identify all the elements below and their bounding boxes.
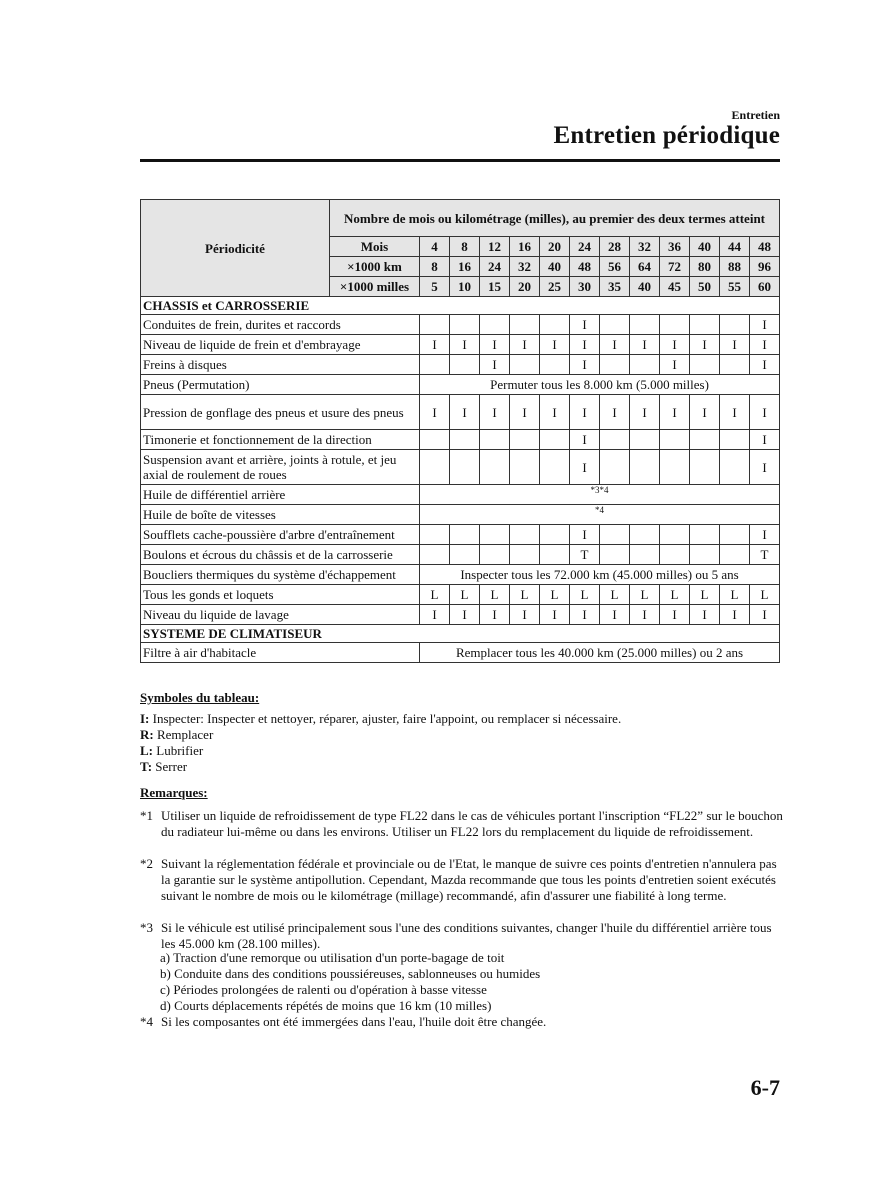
interval-value: 15 xyxy=(480,277,510,297)
schedule-cell: I xyxy=(690,605,720,625)
interval-note: Remplacer tous les 40.000 km (25.000 milles) ou 2 ans xyxy=(420,643,780,663)
schedule-cell xyxy=(630,315,660,335)
schedule-cell: L xyxy=(660,585,690,605)
schedule-cell: I xyxy=(480,605,510,625)
remark-3 xyxy=(140,920,785,952)
schedule-cell xyxy=(510,315,540,335)
interval-value: 44 xyxy=(720,237,750,257)
schedule-cell xyxy=(510,545,540,565)
schedule-cell xyxy=(450,355,480,375)
schedule-cell xyxy=(600,430,630,450)
schedule-cell xyxy=(540,525,570,545)
schedule-cell xyxy=(600,450,630,485)
schedule-cell xyxy=(450,315,480,335)
schedule-cell xyxy=(660,450,690,485)
item-name: Boulons et écrous du châssis et de la carrosserie xyxy=(141,545,420,565)
schedule-cell xyxy=(510,430,540,450)
interval-value: 88 xyxy=(720,257,750,277)
interval-value: 20 xyxy=(540,237,570,257)
interval-value: 64 xyxy=(630,257,660,277)
table-row xyxy=(141,395,780,430)
schedule-cell: I xyxy=(570,335,600,355)
schedule-cell: I xyxy=(600,395,630,430)
schedule-cell xyxy=(690,450,720,485)
schedule-cell: I xyxy=(690,335,720,355)
schedule-cell: I xyxy=(480,355,510,375)
schedule-cell: I xyxy=(750,430,780,450)
schedule-cell xyxy=(720,545,750,565)
remark-text: Si le véhicule est utilisé principalement sous l'une des conditions suivantes, changer l'huile du différentiel arrière tous les 45.000 km (28.100 milles). xyxy=(161,920,772,951)
symbols-heading: Symboles du tableau: xyxy=(140,690,260,705)
schedule-cell: I xyxy=(570,430,600,450)
schedule-cell: I xyxy=(660,335,690,355)
schedule-cell: T xyxy=(750,545,780,565)
schedule-cell: I xyxy=(420,395,450,430)
table-row xyxy=(141,430,780,450)
item-name: Huile de différentiel arrière xyxy=(141,485,420,505)
schedule-cell: I xyxy=(630,605,660,625)
schedule-cell xyxy=(420,545,450,565)
interval-value: 24 xyxy=(480,257,510,277)
remark-3-condition: b) Conduite dans des conditions poussiéreuses, sablonneuses ou humides xyxy=(160,966,541,981)
interval-value: 28 xyxy=(600,237,630,257)
schedule-cell xyxy=(690,315,720,335)
page-number: 6-7 xyxy=(750,1075,780,1100)
remark-4 xyxy=(140,1014,785,1030)
schedule-cell xyxy=(720,315,750,335)
title-rule xyxy=(140,159,780,162)
schedule-cell: I xyxy=(600,605,630,625)
interval-value: 24 xyxy=(570,237,600,257)
schedule-cell: I xyxy=(750,525,780,545)
interval-value: 40 xyxy=(540,257,570,277)
schedule-cell xyxy=(690,430,720,450)
remark-number: *2 xyxy=(140,856,153,871)
schedule-cell xyxy=(480,430,510,450)
item-name: Soufflets cache-poussière d'arbre d'entraînement xyxy=(141,525,420,545)
interval-value: 20 xyxy=(510,277,540,297)
schedule-cell: L xyxy=(420,585,450,605)
schedule-cell: I xyxy=(450,395,480,430)
schedule-cell: I xyxy=(600,335,630,355)
schedule-cell xyxy=(720,355,750,375)
category-row xyxy=(141,625,780,643)
table-row xyxy=(141,585,780,605)
schedule-cell: I xyxy=(720,335,750,355)
item-name: Timonerie et fonctionnement de la direction xyxy=(141,430,420,450)
interval-title: Nombre de mois ou kilométrage (milles), au premier des deux termes atteint xyxy=(330,200,780,237)
interval-value: 25 xyxy=(540,277,570,297)
schedule-cell xyxy=(660,430,690,450)
schedule-cell xyxy=(480,525,510,545)
schedule-cell xyxy=(540,430,570,450)
section-label: Entretien xyxy=(731,108,780,122)
schedule-cell: L xyxy=(510,585,540,605)
schedule-cell: I xyxy=(630,335,660,355)
schedule-cell xyxy=(450,430,480,450)
interval-value: 40 xyxy=(630,277,660,297)
interval-unit-label: ×1000 milles xyxy=(330,277,420,297)
schedule-cell xyxy=(420,450,450,485)
item-name: Tous les gonds et loquets xyxy=(141,585,420,605)
table-row xyxy=(141,565,780,585)
table-row xyxy=(141,450,780,485)
item-name: Pression de gonflage des pneus et usure des pneus xyxy=(141,395,420,430)
schedule-cell: I xyxy=(450,335,480,355)
remark-number: *3 xyxy=(140,920,153,935)
schedule-cell: I xyxy=(510,335,540,355)
item-name: Huile de boîte de vitesses xyxy=(141,505,420,525)
table-row xyxy=(141,335,780,355)
schedule-cell: I xyxy=(570,605,600,625)
schedule-cell xyxy=(540,315,570,335)
symbol-item xyxy=(140,743,203,759)
item-name: Boucliers thermiques du système d'échappement xyxy=(141,565,420,585)
interval-value: 36 xyxy=(660,237,690,257)
schedule-cell xyxy=(630,525,660,545)
schedule-cell: I xyxy=(750,355,780,375)
symbol-key: I: xyxy=(140,711,150,726)
schedule-cell: I xyxy=(750,335,780,355)
remark-text: Suivant la réglementation fédérale et provinciale ou de l'Etat, le manque de suivre ces points d'entretien n'annulera pas la garantie sur le système antipollution. Cependant, Mazda recommande que tous les points d'entretien soient exécutés suivant le nombre de mois ou le kilométrage (millage) recommandé, afin d'assurer une fiabilité à long terme. xyxy=(161,856,777,903)
schedule-cell: I xyxy=(510,395,540,430)
interval-value: 12 xyxy=(480,237,510,257)
schedule-cell: I xyxy=(750,315,780,335)
item-name: Pneus (Permutation) xyxy=(141,375,420,395)
schedule-cell xyxy=(600,355,630,375)
remark-text: Si les composantes ont été immergées dans l'eau, l'huile doit être changée. xyxy=(161,1014,547,1029)
interval-unit-label: Mois xyxy=(330,237,420,257)
schedule-cell xyxy=(420,430,450,450)
schedule-cell: I xyxy=(540,335,570,355)
schedule-cell xyxy=(660,525,690,545)
schedule-cell: L xyxy=(630,585,660,605)
symbol-item xyxy=(140,727,213,743)
schedule-cell: I xyxy=(750,395,780,430)
schedule-cell xyxy=(600,545,630,565)
schedule-cell: I xyxy=(450,605,480,625)
interval-value: 56 xyxy=(600,257,630,277)
schedule-cell: L xyxy=(480,585,510,605)
schedule-cell xyxy=(660,545,690,565)
schedule-cell xyxy=(690,525,720,545)
remark-3-condition: a) Traction d'une remorque ou utilisation d'un porte-bagage de toit xyxy=(160,950,505,965)
interval-value: 16 xyxy=(510,237,540,257)
schedule-cell: L xyxy=(750,585,780,605)
interval-note: Inspecter tous les 72.000 km (45.000 milles) ou 5 ans xyxy=(420,565,780,585)
interval-value: 35 xyxy=(600,277,630,297)
table-row xyxy=(141,643,780,663)
table-row xyxy=(141,485,780,505)
schedule-cell xyxy=(600,525,630,545)
table-row xyxy=(141,605,780,625)
remark-3-condition: d) Courts déplacements répétés de moins que 16 km (10 milles) xyxy=(160,998,492,1013)
schedule-cell: I xyxy=(720,395,750,430)
interval-value: 40 xyxy=(690,237,720,257)
schedule-cell xyxy=(720,450,750,485)
table-header-row xyxy=(141,200,780,237)
schedule-cell xyxy=(630,355,660,375)
schedule-cell: L xyxy=(720,585,750,605)
schedule-cell: L xyxy=(540,585,570,605)
schedule-cell: I xyxy=(540,395,570,430)
schedule-cell xyxy=(540,545,570,565)
remark-1 xyxy=(140,808,785,840)
remark-number: *4 xyxy=(140,1014,153,1029)
schedule-cell xyxy=(510,355,540,375)
schedule-cell xyxy=(420,315,450,335)
symbol-text: Serrer xyxy=(152,759,188,774)
item-name: Niveau du liquide de lavage xyxy=(141,605,420,625)
interval-value: 5 xyxy=(420,277,450,297)
schedule-cell: L xyxy=(600,585,630,605)
item-name: Freins à disques xyxy=(141,355,420,375)
schedule-cell: I xyxy=(570,315,600,335)
schedule-cell: L xyxy=(570,585,600,605)
schedule-cell: I xyxy=(720,605,750,625)
interval-value: 48 xyxy=(570,257,600,277)
schedule-cell: I xyxy=(750,605,780,625)
schedule-cell: I xyxy=(660,395,690,430)
symbol-text: Remplacer xyxy=(153,727,214,742)
schedule-cell: T xyxy=(570,545,600,565)
schedule-cell: I xyxy=(570,355,600,375)
schedule-cell: I xyxy=(510,605,540,625)
remark-3-condition: c) Périodes prolongées de ralenti ou d'opération à basse vitesse xyxy=(160,982,487,997)
schedule-cell: I xyxy=(420,605,450,625)
schedule-cell xyxy=(540,355,570,375)
schedule-cell xyxy=(420,525,450,545)
schedule-cell xyxy=(690,355,720,375)
symbol-item xyxy=(140,711,621,727)
interval-value: 50 xyxy=(690,277,720,297)
schedule-cell: I xyxy=(480,335,510,355)
schedule-cell xyxy=(450,525,480,545)
symbol-key: T: xyxy=(140,759,153,774)
interval-value: 16 xyxy=(450,257,480,277)
footnote-ref: *4 xyxy=(420,505,780,525)
schedule-cell: I xyxy=(480,395,510,430)
item-name: Suspension avant et arrière, joints à rotule, et jeu axial de roulement de roues xyxy=(141,450,420,485)
schedule-cell xyxy=(510,525,540,545)
interval-value: 32 xyxy=(510,257,540,277)
schedule-cell: I xyxy=(660,355,690,375)
schedule-cell xyxy=(630,545,660,565)
remark-text: Utiliser un liquide de refroidissement de type FL22 dans le cas de véhicules portant l'inscription “FL22” sur le bouchon du radiateur lui-même ou dans les environs. Utiliser un FL22 lors du remplacement du liquide de refroidissement. xyxy=(161,808,783,839)
item-name: Filtre à air d'habitacle xyxy=(141,643,420,663)
schedule-cell xyxy=(690,545,720,565)
remarks-heading: Remarques: xyxy=(140,785,208,800)
schedule-cell: I xyxy=(690,395,720,430)
item-name: Conduites de frein, durites et raccords xyxy=(141,315,420,335)
schedule-cell: I xyxy=(540,605,570,625)
table-row xyxy=(141,315,780,335)
table-row xyxy=(141,375,780,395)
schedule-cell: I xyxy=(570,450,600,485)
interval-note: Permuter tous les 8.000 km (5.000 milles) xyxy=(420,375,780,395)
schedule-cell xyxy=(660,315,690,335)
category-label: CHASSIS et CARROSSERIE xyxy=(141,297,780,315)
interval-value: 72 xyxy=(660,257,690,277)
interval-value: 30 xyxy=(570,277,600,297)
interval-value: 80 xyxy=(690,257,720,277)
schedule-cell xyxy=(480,450,510,485)
remark-2 xyxy=(140,856,785,904)
schedule-cell xyxy=(720,525,750,545)
schedule-cell xyxy=(600,315,630,335)
table-row xyxy=(141,545,780,565)
schedule-cell: I xyxy=(660,605,690,625)
table-row xyxy=(141,355,780,375)
category-row xyxy=(141,297,780,315)
schedule-cell xyxy=(540,450,570,485)
interval-value: 10 xyxy=(450,277,480,297)
schedule-cell xyxy=(450,545,480,565)
maintenance-schedule-table xyxy=(140,199,780,663)
footnote-ref: *3*4 xyxy=(420,485,780,505)
schedule-cell: I xyxy=(570,525,600,545)
period-label: Périodicité xyxy=(141,200,330,297)
schedule-cell xyxy=(510,450,540,485)
interval-value: 8 xyxy=(420,257,450,277)
schedule-cell: I xyxy=(570,395,600,430)
interval-value: 8 xyxy=(450,237,480,257)
schedule-cell xyxy=(420,355,450,375)
remark-number: *1 xyxy=(140,808,153,823)
schedule-cell: I xyxy=(630,395,660,430)
schedule-cell: L xyxy=(690,585,720,605)
interval-value: 45 xyxy=(660,277,690,297)
schedule-cell: I xyxy=(750,450,780,485)
interval-value: 60 xyxy=(750,277,780,297)
interval-value: 48 xyxy=(750,237,780,257)
symbol-text: Inspecter: Inspecter et nettoyer, réparer, ajuster, faire l'appoint, ou remplacer si nécessaire. xyxy=(149,711,622,726)
schedule-cell xyxy=(480,315,510,335)
symbol-key: L: xyxy=(140,743,153,758)
schedule-cell xyxy=(630,430,660,450)
interval-unit-label: ×1000 km xyxy=(330,257,420,277)
interval-value: 32 xyxy=(630,237,660,257)
page-title: Entretien périodique xyxy=(553,122,780,149)
schedule-cell xyxy=(630,450,660,485)
item-name: Niveau de liquide de frein et d'embrayage xyxy=(141,335,420,355)
schedule-cell xyxy=(720,430,750,450)
interval-value: 96 xyxy=(750,257,780,277)
schedule-cell xyxy=(480,545,510,565)
table-row xyxy=(141,525,780,545)
schedule-cell: L xyxy=(450,585,480,605)
interval-value: 4 xyxy=(420,237,450,257)
interval-value: 55 xyxy=(720,277,750,297)
symbol-text: Lubrifier xyxy=(153,743,204,758)
category-label: SYSTEME DE CLIMATISEUR xyxy=(141,625,780,643)
table-row xyxy=(141,505,780,525)
symbol-item xyxy=(140,759,187,775)
symbol-key: R: xyxy=(140,727,154,742)
schedule-cell: I xyxy=(420,335,450,355)
schedule-cell xyxy=(450,450,480,485)
